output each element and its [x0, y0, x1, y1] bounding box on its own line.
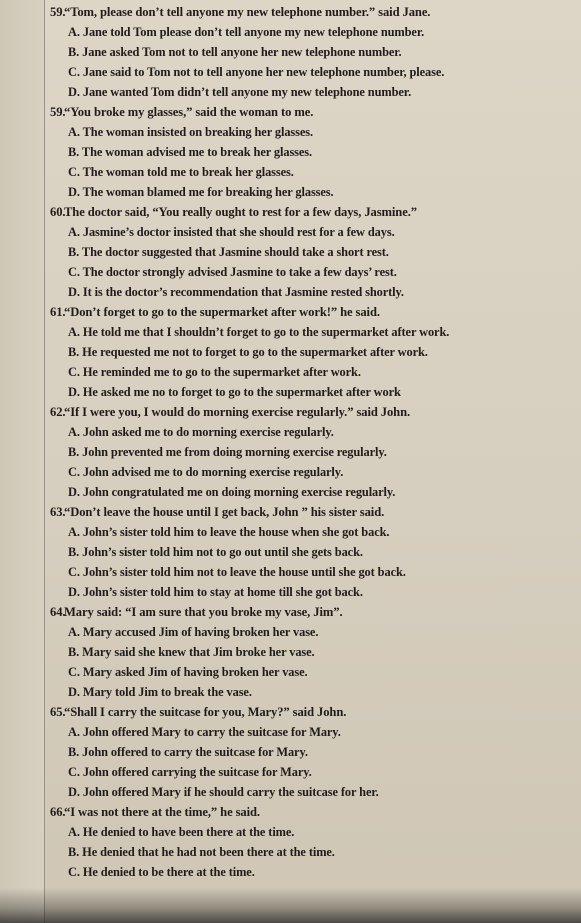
question-list: [46, 2, 576, 882]
question-text: “You broke my glasses,” said the woman to me.: [64, 105, 314, 119]
answer-option: A. John’s sister told him to leave the house when she got back.: [68, 525, 390, 539]
left-margin: [0, 0, 44, 923]
question-number: 60.: [50, 205, 66, 219]
answer-option: A. John offered Mary to carry the suitcase for Mary.: [68, 725, 341, 739]
answer-option: D. John’s sister told him to stay at home till she got back.: [68, 585, 363, 599]
answer-option: D. John offered Mary if he should carry the suitcase for her.: [68, 785, 379, 799]
answer-option: A. Mary accused Jim of having broken her vase.: [68, 625, 319, 639]
question-stem: [46, 602, 576, 622]
question-stem: [46, 2, 576, 22]
question-number: 65.: [50, 705, 66, 719]
answer-option: C. John offered carrying the suitcase for Mary.: [68, 765, 312, 779]
question-stem: [46, 402, 576, 422]
answer-option: B. John prevented me from doing morning exercise regularly.: [68, 445, 387, 459]
question-number: 62.: [50, 405, 66, 419]
answer-option: A. Jane told Tom please don’t tell anyone my new telephone number.: [68, 25, 425, 39]
answer-option: C. Mary asked Jim of having broken her vase.: [68, 665, 308, 679]
answer-option: B. John’s sister told him not to go out until she gets back.: [68, 545, 363, 559]
question-stem: [46, 702, 576, 722]
answer-option: C. The woman told me to break her glasses.: [68, 165, 294, 179]
answer-option: A. He told me that I shouldn’t forget to go to the supermarket after work.: [68, 325, 450, 339]
question-number: 66.: [50, 805, 66, 819]
question-text: “Don’t forget to go to the supermarket after work!” he said.: [64, 305, 380, 319]
question-text: “Shall I carry the suitcase for you, Mary?” said John.: [64, 705, 347, 719]
answer-option: B. Jane asked Tom not to tell anyone her new telephone number.: [68, 45, 402, 59]
question-text: Mary said: “I am sure that you broke my vase, Jim”.: [64, 605, 343, 619]
answer-option: A. John asked me to do morning exercise regularly.: [68, 425, 334, 439]
answer-option: B. The woman advised me to break her glasses.: [68, 145, 313, 159]
answer-option: D. It is the doctor’s recommendation that Jasmine rested shortly.: [68, 285, 404, 299]
question-number: 59.: [50, 5, 66, 19]
margin-rule: [44, 0, 45, 923]
question-text: “I was not there at the time,” he said.: [64, 805, 260, 819]
answer-option: B. He requested me not to forget to go to the supermarket after work.: [68, 345, 428, 359]
page-bottom-shadow: [0, 888, 581, 923]
answer-option: C. He reminded me to go to the supermarket after work.: [68, 365, 361, 379]
question-stem: [46, 502, 576, 522]
question-number: 59.: [50, 105, 66, 119]
question-text: “Tom, please don’t tell anyone my new telephone number.” said Jane.: [64, 5, 431, 19]
question-text: “Don’t leave the house until I get back, John ” his sister said.: [64, 505, 385, 519]
answer-option: D. John congratulated me on doing morning exercise regularly.: [68, 485, 396, 499]
question-text: “If I were you, I would do morning exercise regularly.” said John.: [64, 405, 411, 419]
answer-option: A. The woman insisted on breaking her glasses.: [68, 125, 313, 139]
question-number: 64.: [50, 605, 66, 619]
answer-option: C. John’s sister told him not to leave the house until she got back.: [68, 565, 406, 579]
answer-option: B. John offered to carry the suitcase for Mary.: [68, 745, 308, 759]
question-number: 61.: [50, 305, 66, 319]
answer-option: A. Jasmine’s doctor insisted that she should rest for a few days.: [68, 225, 395, 239]
question-text: The doctor said, “You really ought to rest for a few days, Jasmine.”: [64, 205, 417, 219]
question-stem: [46, 302, 576, 322]
answer-option: D. Mary told Jim to break the vase.: [68, 685, 252, 699]
question-stem: [46, 802, 576, 822]
answer-option: A. He denied to have been there at the time.: [68, 825, 295, 839]
answer-option: C. Jane said to Tom not to tell anyone her new telephone number, please.: [68, 65, 445, 79]
answer-option: B. He denied that he had not been there at the time.: [68, 845, 335, 859]
answer-option: D. The woman blamed me for breaking her glasses.: [68, 185, 334, 199]
answer-option: D. He asked me no to forget to go to the supermarket after work: [68, 385, 401, 399]
answer-option: C. He denied to be there at the time.: [68, 865, 255, 879]
question-stem: [46, 202, 576, 222]
question-stem: [46, 102, 576, 122]
answer-option: B. Mary said she knew that Jim broke her vase.: [68, 645, 315, 659]
answer-option: C. John advised me to do morning exercise regularly.: [68, 465, 344, 479]
answer-option: C. The doctor strongly advised Jasmine to take a few days’ rest.: [68, 265, 397, 279]
answer-option: B. The doctor suggested that Jasmine should take a short rest.: [68, 245, 389, 259]
answer-option: D. Jane wanted Tom didn’t tell anyone my new telephone number.: [68, 85, 412, 99]
question-number: 63.: [50, 505, 66, 519]
